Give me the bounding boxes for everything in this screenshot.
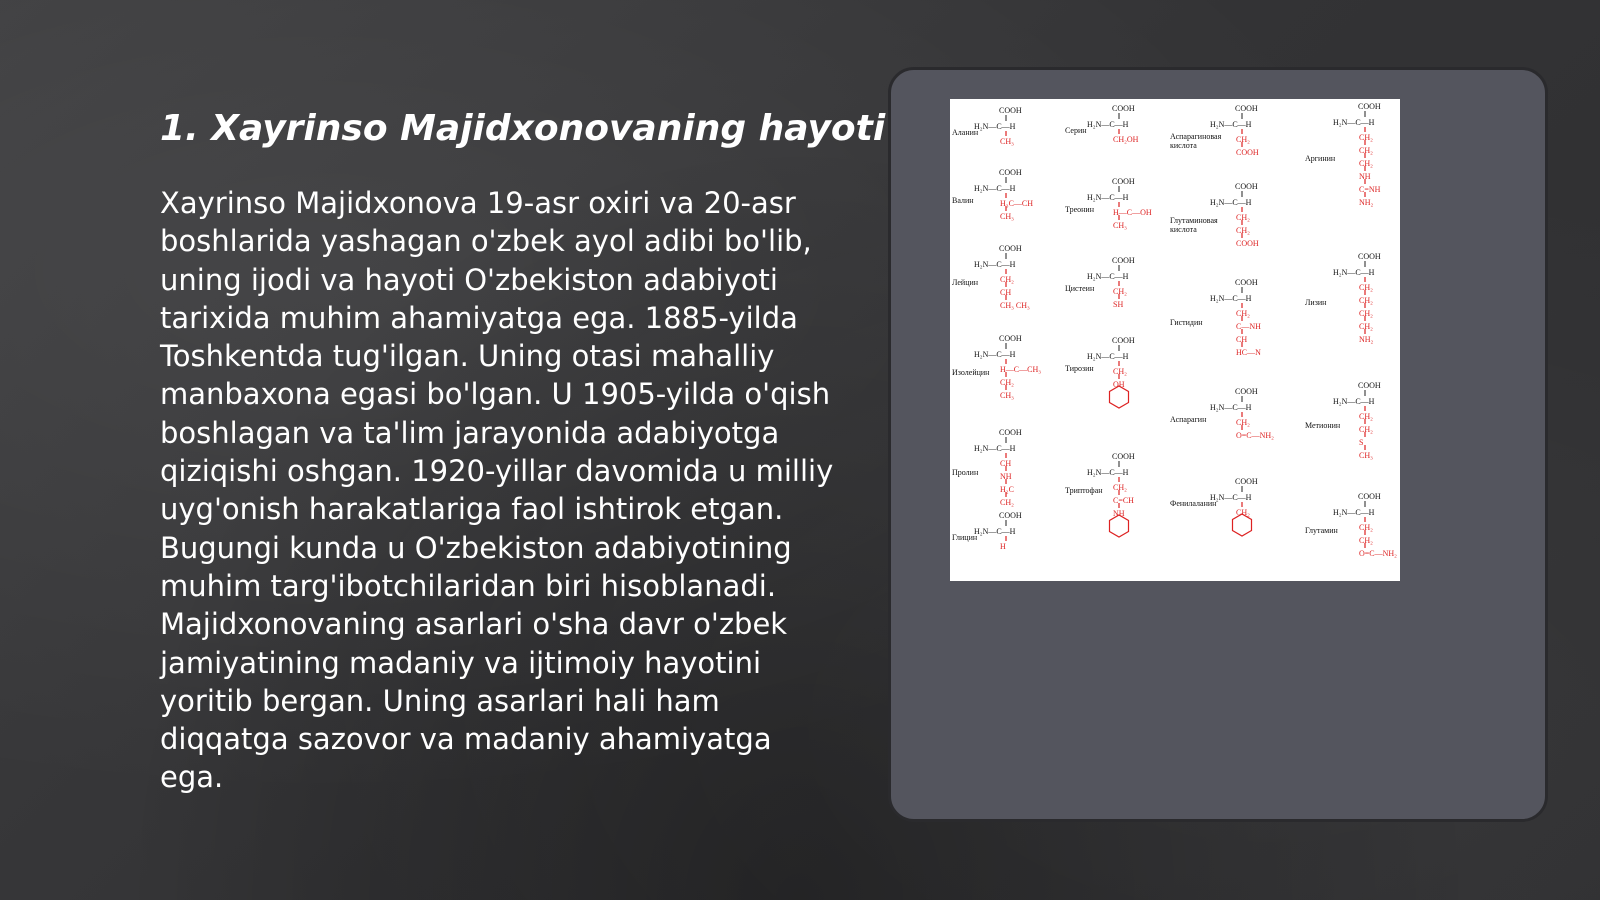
backbone-label: H₂N—C—H bbox=[1087, 352, 1129, 361]
side-chain-label: CH₂ bbox=[1113, 287, 1127, 296]
side-chain-label: CH₂ bbox=[1359, 146, 1373, 155]
side-chain-label: CH₂ bbox=[1359, 296, 1373, 305]
side-chain-label: CH₃ bbox=[1359, 451, 1373, 460]
side-chain-label: CH₂ bbox=[1000, 275, 1014, 284]
backbone-label: H₂N—C—H bbox=[1087, 272, 1129, 281]
side-chain-label: CH bbox=[1000, 288, 1012, 297]
side-chain-label: NH₂ bbox=[1359, 198, 1374, 207]
side-chain-label: NH bbox=[1000, 472, 1012, 481]
side-chain-label: CH₃ bbox=[1113, 221, 1127, 230]
side-chain-label: CH₂ bbox=[1359, 283, 1373, 292]
side-chain-label: CH₂ bbox=[1359, 322, 1373, 331]
side-chain-label: CH₂ bbox=[1113, 483, 1127, 492]
side-chain-label: CH bbox=[1000, 459, 1012, 468]
side-chain-label: H₂C bbox=[1000, 485, 1014, 494]
amino-acid-name: Аргинин bbox=[1305, 154, 1336, 163]
side-chain-label: CH₂ bbox=[1236, 135, 1250, 144]
backbone-label: H₂N—C—H bbox=[974, 350, 1016, 359]
side-chain-label: SH bbox=[1113, 300, 1124, 309]
side-chain-label: H—C—OH bbox=[1113, 208, 1152, 217]
side-chain-label: H—C—CH₃ bbox=[1000, 365, 1042, 374]
amino-acid-name: Триптофан bbox=[1065, 486, 1103, 495]
cooh-label: COOH bbox=[999, 168, 1022, 177]
side-chain-label: NH bbox=[1359, 172, 1371, 181]
amino-acid-name: Лейцин bbox=[952, 278, 979, 287]
amino-acid-name: Глутамин bbox=[1305, 526, 1338, 535]
backbone-label: H₂N—C—H bbox=[974, 122, 1016, 131]
backbone-label: H₂N—C—H bbox=[1333, 268, 1375, 277]
benzene-ring bbox=[1110, 386, 1129, 408]
amino-acid-structures-svg bbox=[950, 99, 1400, 581]
side-chain-label: CH₂ bbox=[1359, 536, 1373, 545]
side-chain-label: CH₃ bbox=[1000, 391, 1014, 400]
side-chain-label: CH₂ bbox=[1359, 309, 1373, 318]
side-chain-label: CH₂ bbox=[1359, 133, 1373, 142]
cooh-label: COOH bbox=[1112, 452, 1135, 461]
slide-title: 1. Xayrinso Majidxonovaning hayoti bbox=[160, 108, 886, 149]
side-chain-label: CH bbox=[1236, 335, 1248, 344]
side-chain-label: NH bbox=[1113, 509, 1125, 518]
backbone-label: H₂N—C—H bbox=[1210, 120, 1252, 129]
cooh-label: COOH bbox=[999, 511, 1022, 520]
amino-acid-name: Изолейцин bbox=[952, 368, 990, 377]
backbone-label: H₂N—C—H bbox=[1210, 198, 1252, 207]
cooh-label: COOH bbox=[1235, 104, 1258, 113]
amino-acid-name: Треонин bbox=[1065, 205, 1094, 214]
amino-acid-name: Лизин bbox=[1305, 298, 1327, 307]
side-chain-label: COOH bbox=[1236, 148, 1259, 157]
side-chain-label: O=C—NH₂ bbox=[1236, 431, 1274, 440]
backbone-label: H₂N—C—H bbox=[1333, 397, 1375, 406]
backbone-label: H₂N—C—H bbox=[1087, 193, 1129, 202]
side-chain-label: NH₂ bbox=[1359, 335, 1374, 344]
side-chain-label: CH₃ CH₃ bbox=[1000, 301, 1030, 310]
cooh-label: COOH bbox=[999, 244, 1022, 253]
benzene-ring bbox=[1110, 515, 1129, 537]
side-chain-label: C=NH bbox=[1359, 185, 1381, 194]
cooh-label: COOH bbox=[1358, 381, 1381, 390]
amino-acid-name: Пролин bbox=[952, 468, 979, 477]
backbone-label: H₂N—C—H bbox=[974, 260, 1016, 269]
side-chain-label: CH₂ bbox=[1236, 309, 1250, 318]
cooh-label: COOH bbox=[1235, 477, 1258, 486]
cooh-label: COOH bbox=[999, 106, 1022, 115]
cooh-label: COOH bbox=[999, 428, 1022, 437]
side-chain-label: CH₂OH bbox=[1113, 135, 1139, 144]
amino-acid-name: Цистеин bbox=[1065, 284, 1095, 293]
cooh-label: COOH bbox=[1235, 278, 1258, 287]
side-chain-label: CH₂ bbox=[1359, 159, 1373, 168]
cooh-label: COOH bbox=[1358, 492, 1381, 501]
amino-acid-name: Серин bbox=[1065, 126, 1087, 135]
side-chain-label: HC—N bbox=[1236, 348, 1261, 357]
side-chain-label: CH₂ bbox=[1113, 367, 1127, 376]
backbone-label: H₂N—C—H bbox=[1210, 493, 1252, 502]
side-chain-label: S bbox=[1359, 438, 1364, 447]
side-chain-label: O=C—NH₂ bbox=[1359, 549, 1397, 558]
side-chain-label: CH₂ bbox=[1236, 226, 1250, 235]
cooh-label: COOH bbox=[999, 334, 1022, 343]
amino-acid-name: кислота bbox=[1170, 141, 1197, 150]
side-chain-label: COOH bbox=[1236, 239, 1259, 248]
amino-acid-name: Валин bbox=[952, 196, 974, 205]
amino-acid-name: Аланин bbox=[952, 128, 979, 137]
backbone-label: H₂N—C—H bbox=[974, 527, 1016, 536]
amino-acid-name: Глицин bbox=[952, 533, 978, 542]
amino-acid-name: Глутаминовая bbox=[1170, 216, 1218, 225]
amino-acid-name: кислота bbox=[1170, 225, 1197, 234]
backbone-label: H₂N—C—H bbox=[1087, 120, 1129, 129]
amino-acid-name: Аспарагин bbox=[1170, 415, 1207, 424]
side-chain-label: CH₂ bbox=[1359, 523, 1373, 532]
amino-acid-name: Гистидин bbox=[1170, 318, 1203, 327]
amino-acid-name: Аспарагиновая bbox=[1170, 132, 1222, 141]
cooh-label: COOH bbox=[1112, 104, 1135, 113]
amino-acid-structures-image bbox=[950, 99, 1400, 581]
side-chain-label: CH₂ bbox=[1000, 498, 1014, 507]
side-chain-label: C=CH bbox=[1113, 496, 1134, 505]
side-chain-label: CH₂ bbox=[1359, 425, 1373, 434]
slide-body-text: Xayrinso Majidxonova 19-asr oxiri va 20-asr boshlarida yashagan o'zbek ayol adibi bo'lib, uning ijodi va hayoti O'zbekiston adabiyoti tarixida muhim ahamiyatga ega. 1885-yilda Toshkentda tug'ilgan. Uning otasi mahalliy manbaxona egasi bo'lgan. U 1905-yilda o'qish boshlagan va ta'lim jarayonida adabiyotga qiziqishi oshgan. 1920-yillar davomida u milliy uyg'onish harakatlariga faol ishtirok etgan. Bugungi kunda u O'zbekiston adabiyotining muhim targ'ibotchilaridan biri hisoblanadi. Majidxonovaning asarlari o'sha davr o'zbek jamiyatining madaniy va ijtimoiy hayotini yoritib bergan. Uning asarlari hali ham diqqatga sazovor va madaniy ahamiyatga ega. bbox=[160, 186, 834, 795]
amino-acid-name: Фенилаланин bbox=[1170, 499, 1217, 508]
amino-acid-name: Метионин bbox=[1305, 421, 1341, 430]
cooh-label: COOH bbox=[1358, 252, 1381, 261]
side-chain-label: CH₃ bbox=[1000, 212, 1014, 221]
side-chain-label: CH₂ bbox=[1236, 508, 1250, 517]
cooh-label: COOH bbox=[1112, 256, 1135, 265]
side-chain-label: CH₂ bbox=[1359, 412, 1373, 421]
benzene-ring bbox=[1233, 514, 1252, 536]
cooh-label: COOH bbox=[1235, 387, 1258, 396]
side-chain-label: CH₂ bbox=[1236, 213, 1250, 222]
backbone-label: H₂N—C—H bbox=[1087, 468, 1129, 477]
side-chain-label: CH₂ bbox=[1236, 418, 1250, 427]
side-chain-label: OH bbox=[1113, 380, 1125, 389]
cooh-label: COOH bbox=[1235, 182, 1258, 191]
cooh-label: COOH bbox=[1112, 336, 1135, 345]
cooh-label: COOH bbox=[1358, 102, 1381, 111]
backbone-label: H₂N—C—H bbox=[1210, 403, 1252, 412]
amino-acid-name: Тирозин bbox=[1065, 364, 1094, 373]
backbone-label: H₂N—C—H bbox=[1333, 508, 1375, 517]
backbone-label: H₂N—C—H bbox=[974, 184, 1016, 193]
backbone-label: H₂N—C—H bbox=[1333, 118, 1375, 127]
backbone-label: H₂N—C—H bbox=[974, 444, 1016, 453]
side-chain-label: H₃C—CH bbox=[1000, 199, 1034, 208]
cooh-label: COOH bbox=[1112, 177, 1135, 186]
side-chain-label: C—NH bbox=[1236, 322, 1261, 331]
side-chain-label: H bbox=[1000, 542, 1006, 551]
backbone-label: H₂N—C—H bbox=[1210, 294, 1252, 303]
side-chain-label: CH₃ bbox=[1000, 137, 1014, 146]
side-chain-label: CH₂ bbox=[1000, 378, 1014, 387]
